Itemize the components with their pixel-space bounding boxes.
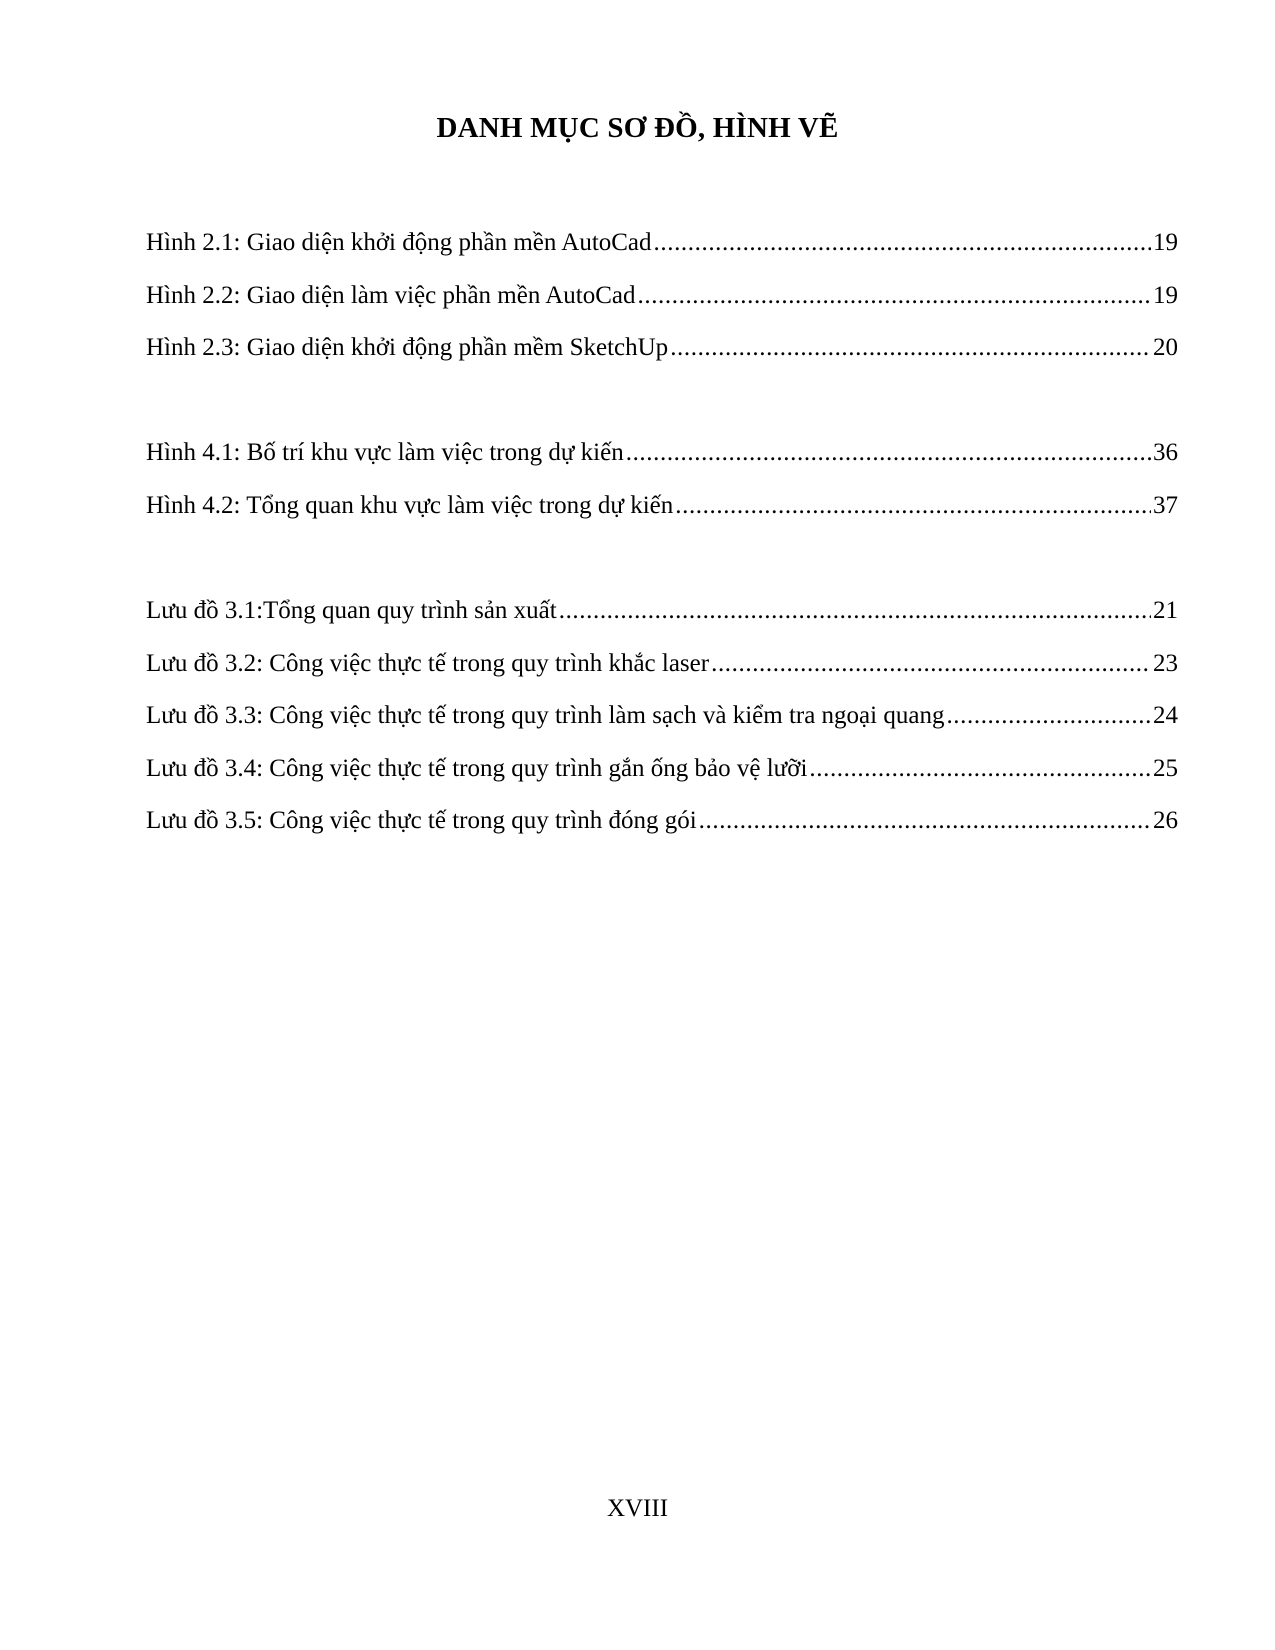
toc-entry-page: 20 xyxy=(1153,334,1178,361)
toc-entry-label: Hình 2.1: Giao diện khởi động phần mền AutoCad xyxy=(146,229,652,256)
dot-leader xyxy=(699,806,1151,836)
toc-entry[interactable] xyxy=(146,228,1178,281)
toc-entry-page: 24 xyxy=(1153,702,1178,729)
toc-entry-label: Lưu đồ 3.2: Công việc thực tế trong quy trình khắc laser xyxy=(146,649,710,677)
toc-entry-page: 25 xyxy=(1153,754,1178,782)
toc-entry[interactable] xyxy=(146,333,1178,386)
toc-entry-page: 19 xyxy=(1153,281,1178,309)
toc-entry-label: Hình 2.2: Giao diện làm việc phần mền AutoCad xyxy=(146,281,636,309)
toc-entry[interactable] xyxy=(146,806,1178,859)
toc-entry[interactable] xyxy=(146,438,1178,491)
toc-entry[interactable] xyxy=(146,281,1178,334)
toc-entry[interactable] xyxy=(146,649,1178,702)
dot-leader xyxy=(946,701,1151,731)
toc-entry[interactable] xyxy=(146,596,1178,649)
toc-entry-label: Lưu đồ 3.1:Tổng quan quy trình sản xuất xyxy=(146,597,557,624)
toc-entry-page: 19 xyxy=(1153,229,1178,256)
toc-entry-label: Hình 2.3: Giao diện khởi động phần mềm SketchUp xyxy=(146,334,669,361)
toc-entry[interactable] xyxy=(146,754,1178,807)
toc-entry-label: Lưu đồ 3.3: Công việc thực tế trong quy trình làm sạch và kiểm tra ngoại quang xyxy=(146,702,945,729)
toc-entry-label: Hình 4.1: Bố trí khu vực làm việc trong dự kiến xyxy=(146,439,624,466)
dot-leader xyxy=(654,228,1151,258)
toc-group-flowcharts xyxy=(146,596,1178,859)
page-title: DANH MỤC SƠ ĐỒ, HÌNH VẼ xyxy=(436,112,839,144)
toc-entry-page: 23 xyxy=(1153,649,1178,677)
toc-entry-label: Lưu đồ 3.4: Công việc thực tế trong quy trình gắn ống bảo vệ lưỡi xyxy=(146,754,808,782)
dot-leader xyxy=(675,491,1151,521)
toc-group-figures-4 xyxy=(146,438,1178,543)
toc-entry-page: 37 xyxy=(1153,491,1178,519)
dot-leader xyxy=(670,333,1151,363)
dot-leader xyxy=(638,281,1152,311)
page-number: XVIII xyxy=(606,1495,669,1522)
dot-leader xyxy=(809,754,1151,784)
toc-group-figures-2 xyxy=(146,228,1178,386)
toc-entry[interactable] xyxy=(146,701,1178,754)
dot-leader xyxy=(711,649,1151,679)
toc-entry-page: 36 xyxy=(1153,439,1178,466)
dot-leader xyxy=(626,438,1151,468)
toc-entry-page: 21 xyxy=(1153,597,1178,624)
dot-leader xyxy=(559,596,1151,626)
toc-entry-page: 26 xyxy=(1153,807,1178,834)
toc-entry-label: Hình 4.2: Tổng quan khu vực làm việc trong dự kiến xyxy=(146,491,674,519)
toc-entry-label: Lưu đồ 3.5: Công việc thực tế trong quy trình đóng gói xyxy=(146,807,697,834)
toc-entry[interactable] xyxy=(146,491,1178,544)
